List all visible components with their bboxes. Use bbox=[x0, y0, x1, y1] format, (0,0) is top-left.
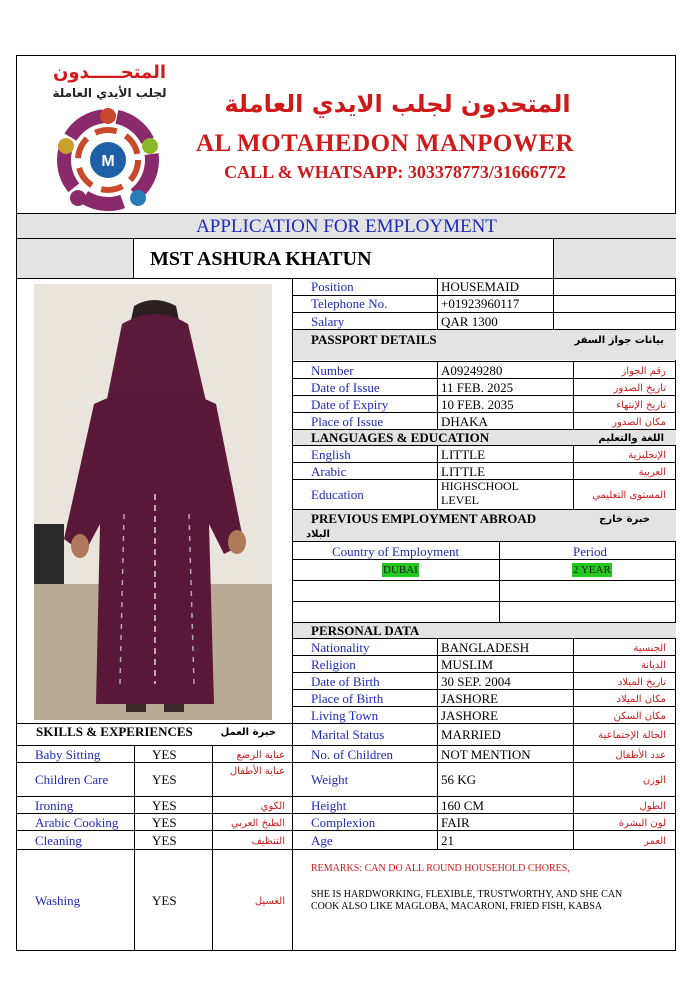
telephone-label: Telephone No. bbox=[311, 296, 388, 311]
issue-date-value: 11 FEB. 2025 bbox=[441, 380, 514, 395]
employment-title-ar2: البلاد bbox=[306, 529, 330, 540]
languages-title: LANGUAGES & EDUCATION bbox=[311, 430, 490, 445]
skill-children-care-value: YES bbox=[152, 772, 177, 787]
skill-washing-label: Washing bbox=[35, 893, 81, 908]
birth-date-label: Date of Birth bbox=[311, 674, 380, 689]
education-ar: المستوى التعليمي bbox=[592, 490, 666, 501]
complexion-ar: لون البشرة bbox=[618, 818, 666, 829]
skill-baby-sitting-label: Baby Sitting bbox=[35, 747, 101, 762]
passport-number-label: Number bbox=[311, 363, 354, 378]
employment-period: 2 YEAR bbox=[573, 564, 611, 576]
children-label: No. of Children bbox=[311, 747, 393, 762]
passport-title-ar: بيانات جواز السفر bbox=[574, 335, 664, 346]
education-value: HIGHSCHOOL LEVEL bbox=[441, 479, 519, 507]
period-column-header: Period bbox=[573, 544, 607, 559]
logo-arabic-subtitle: لجلب الأيدي العاملة bbox=[52, 86, 167, 100]
issue-date-label: Date of Issue bbox=[311, 380, 380, 395]
remarks-line-2: SHE IS HARDWORKING, FLEXIBLE, TRUSTWORTHY, AND SHE CAN COOK ALSO LIKE MAGLOBA, MACARONI, FRIED FISH, KABSA bbox=[311, 889, 623, 912]
english-value: LITTLE bbox=[441, 447, 486, 462]
passport-title: PASSPORT DETAILS bbox=[311, 332, 437, 347]
candidate-name: MST ASHURA KHATUN bbox=[150, 248, 372, 270]
nationality-value: BANGLADESH bbox=[441, 640, 530, 655]
issue-place-label: Place of Issue bbox=[311, 414, 384, 429]
arabic-value: LITTLE bbox=[441, 464, 486, 479]
living-town-value: JASHORE bbox=[441, 708, 499, 723]
passport-number-value: A09249280 bbox=[441, 363, 503, 378]
living-town-ar: مكان السكن bbox=[613, 711, 666, 722]
employment-title-ar: خبرة خارج bbox=[599, 514, 650, 525]
skill-children-care-ar: عناية الأطفال bbox=[229, 766, 285, 777]
birth-place-ar: مكان الميلاد bbox=[616, 694, 666, 705]
form-title: APPLICATION FOR EMPLOYMENT bbox=[196, 216, 497, 237]
marital-status-value: MARRIED bbox=[441, 727, 501, 742]
arabic-ar: العربية bbox=[638, 467, 666, 478]
country-column-header: Country of Employment bbox=[332, 544, 460, 559]
skill-cleaning-label: Cleaning bbox=[35, 833, 82, 848]
skills-title-ar: خبرة العمل bbox=[220, 727, 276, 738]
complexion-value: FAIR bbox=[441, 815, 470, 830]
marital-status-label: Marital Status bbox=[311, 727, 385, 742]
passport-number-ar: رقم الجواز bbox=[621, 366, 666, 377]
skills-title: SKILLS & EXPERIENCES bbox=[36, 724, 193, 739]
personal-title: PERSONAL DATA bbox=[311, 623, 420, 638]
complexion-label: Complexion bbox=[311, 815, 376, 830]
english-ar: الإنجليزية bbox=[628, 450, 666, 461]
arabic-label: Arabic bbox=[311, 464, 347, 479]
skill-arabic-cooking-ar: الطبخ العربي bbox=[231, 818, 285, 829]
company-name: AL MOTAHEDON MANPOWER bbox=[195, 130, 575, 157]
weight-ar: الوزن bbox=[642, 775, 666, 786]
salary-value: QAR 1300 bbox=[441, 314, 498, 329]
skill-arabic-cooking-value: YES bbox=[152, 815, 177, 830]
nationality-label: Nationality bbox=[311, 640, 370, 655]
skill-ironing-ar: الكوي bbox=[260, 801, 285, 812]
salary-label: Salary bbox=[311, 314, 345, 329]
issue-date-ar: تاريخ الصدور bbox=[613, 383, 666, 394]
remarks-line-1: REMARKS: CAN DO ALL ROUND HOUSEHOLD CHORES, bbox=[311, 863, 570, 874]
skill-cleaning-value: YES bbox=[152, 833, 177, 848]
skill-ironing-value: YES bbox=[152, 798, 177, 813]
logo-arabic-title: المتحـــــدون bbox=[52, 62, 167, 83]
living-town-label: Living Town bbox=[311, 708, 379, 723]
candidate-photo bbox=[34, 284, 272, 720]
weight-label: Weight bbox=[311, 772, 349, 787]
skill-washing-value: YES bbox=[152, 893, 177, 908]
skill-washing-ar: الغسيل bbox=[254, 896, 285, 907]
height-value: 160 CM bbox=[441, 798, 484, 813]
skill-ironing-label: Ironing bbox=[35, 798, 74, 813]
height-ar: الطول bbox=[639, 801, 666, 812]
skill-cleaning-ar: التنظيف bbox=[251, 836, 285, 847]
age-label: Age bbox=[311, 833, 333, 848]
religion-value: MUSLIM bbox=[441, 657, 494, 672]
children-value: NOT MENTION bbox=[441, 747, 531, 762]
weight-value: 56 KG bbox=[441, 772, 477, 787]
issue-place-ar: مكان الصدور bbox=[612, 417, 666, 428]
marital-status-ar: الحالة الإجتماعية bbox=[598, 730, 666, 741]
logo-emblem bbox=[30, 102, 190, 212]
skill-children-care-label: Children Care bbox=[35, 772, 109, 787]
employment-title: PREVIOUS EMPLOYMENT ABROAD bbox=[311, 511, 537, 526]
nationality-ar: الجنسية bbox=[633, 643, 666, 654]
skill-baby-sitting-value: YES bbox=[152, 747, 177, 762]
position-value: HOUSEMAID bbox=[441, 279, 519, 294]
expiry-date-label: Date of Expiry bbox=[311, 397, 389, 412]
age-value: 21 bbox=[441, 833, 454, 848]
birth-place-label: Place of Birth bbox=[311, 691, 384, 706]
english-label: English bbox=[311, 447, 351, 462]
height-label: Height bbox=[311, 798, 347, 813]
issue-place-value: DHAKA bbox=[441, 414, 488, 429]
expiry-date-value: 10 FEB. 2035 bbox=[441, 397, 514, 412]
expiry-date-ar: تاريخ الإنتهاء bbox=[616, 400, 666, 411]
religion-ar: الديانة bbox=[640, 660, 666, 671]
birth-date-ar: تاريخ الميلاد bbox=[617, 677, 666, 688]
birth-date-value: 30 SEP. 2004 bbox=[441, 674, 511, 689]
employment-country: DUBAI bbox=[383, 564, 418, 576]
skill-arabic-cooking-label: Arabic Cooking bbox=[35, 815, 119, 830]
logo bbox=[30, 60, 190, 210]
position-label: Position bbox=[311, 279, 354, 294]
logo-letter: M bbox=[101, 153, 115, 170]
languages-title-ar: اللغة والتعليم bbox=[598, 433, 664, 444]
birth-place-value: JASHORE bbox=[441, 691, 499, 706]
religion-label: Religion bbox=[311, 657, 356, 672]
skill-baby-sitting-ar: عناية الرضع bbox=[236, 750, 285, 761]
contact-line: CALL & WHATSAPP: 303378773/31666772 bbox=[224, 162, 566, 182]
age-ar: العمر bbox=[644, 836, 666, 847]
education-label: Education bbox=[311, 487, 364, 502]
arabic-company-name: المتحدون لجلب الايدي العاملة bbox=[224, 90, 571, 118]
children-ar: عدد الأطفال bbox=[615, 750, 666, 761]
telephone-value: +01923960117 bbox=[441, 296, 520, 311]
